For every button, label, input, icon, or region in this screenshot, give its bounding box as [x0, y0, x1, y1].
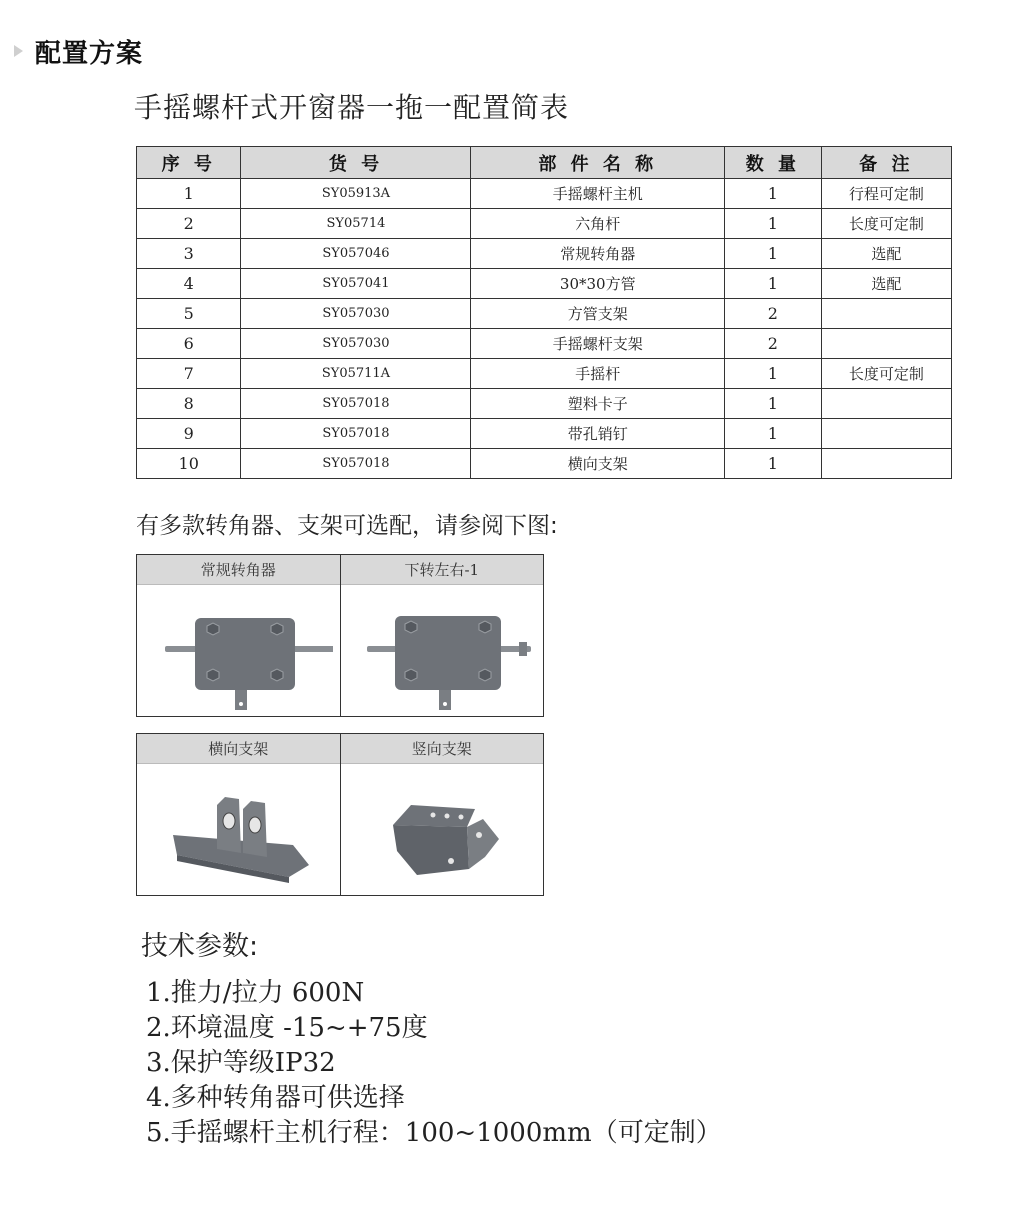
cell-note — [821, 449, 951, 479]
cell-no: 10 — [137, 449, 241, 479]
cell-code: SY05714 — [241, 209, 471, 239]
table-row — [137, 449, 952, 479]
cell-code: SY057030 — [241, 299, 471, 329]
config-table — [136, 146, 952, 479]
cell-note — [821, 299, 951, 329]
gallery-caption: 下转左右-1 — [341, 555, 544, 585]
cell-note: 长度可定制 — [821, 359, 951, 389]
cell-no: 3 — [137, 239, 241, 269]
cell-code: SY057030 — [241, 329, 471, 359]
cell-note: 选配 — [821, 269, 951, 299]
table-header-row — [137, 147, 952, 179]
gallery-row — [136, 733, 544, 896]
gallery-caption: 竖向支架 — [341, 734, 544, 764]
header-note: 备 注 — [821, 147, 951, 179]
cell-name: 手摇螺杆支架 — [471, 329, 725, 359]
cell-qty: 1 — [725, 269, 822, 299]
table-row — [137, 419, 952, 449]
cell-code: SY057046 — [241, 239, 471, 269]
table-row — [137, 299, 952, 329]
gallery-item-horizontal-bracket — [137, 734, 340, 895]
cell-note: 行程可定制 — [821, 179, 951, 209]
cell-no: 4 — [137, 269, 241, 299]
header-code: 货 号 — [241, 147, 471, 179]
tech-item: 4.多种转角器可供选择 — [146, 1083, 405, 1113]
cell-no: 7 — [137, 359, 241, 389]
cell-no: 1 — [137, 179, 241, 209]
cell-qty: 1 — [725, 179, 822, 209]
cell-name: 手摇杆 — [471, 359, 725, 389]
cell-name: 横向支架 — [471, 449, 725, 479]
cell-code: SY05711A — [241, 359, 471, 389]
section-title: 配置方案 — [35, 38, 144, 69]
cell-note: 长度可定制 — [821, 209, 951, 239]
cell-name: 方管支架 — [471, 299, 725, 329]
cell-no: 6 — [137, 329, 241, 359]
gallery-item-vertical-bracket — [340, 734, 544, 895]
cell-qty: 1 — [725, 389, 822, 419]
cell-note — [821, 329, 951, 359]
cell-note — [821, 419, 951, 449]
cell-no: 8 — [137, 389, 241, 419]
tech-title: 技术参数: — [141, 931, 259, 962]
gallery-item-standard-corner — [137, 555, 340, 716]
tech-item: 2.环境温度 -15~+75度 — [146, 1013, 428, 1043]
tech-item: 3.保护等级IP32 — [146, 1048, 336, 1078]
cell-name: 常规转角器 — [471, 239, 725, 269]
table-row — [137, 359, 952, 389]
cell-note — [821, 389, 951, 419]
cell-qty: 1 — [725, 419, 822, 449]
header-qty: 数 量 — [725, 147, 822, 179]
cell-note: 选配 — [821, 239, 951, 269]
cell-name: 30*30方管 — [471, 269, 725, 299]
table-row — [137, 209, 952, 239]
table-row — [137, 329, 952, 359]
options-text: 有多款转角器、支架可选配，请参阅下图: — [136, 513, 558, 539]
cell-code: SY05913A — [241, 179, 471, 209]
cell-qty: 1 — [725, 209, 822, 239]
horizontal-bracket-image — [137, 764, 340, 895]
cell-name: 塑料卡子 — [471, 389, 725, 419]
triangle-right-icon — [14, 45, 23, 57]
gallery-row — [136, 554, 544, 717]
table-row — [137, 389, 952, 419]
doc-title: 手摇螺杆式开窗器一拖一配置简表 — [134, 91, 570, 124]
corner-gearbox-image — [137, 585, 340, 716]
cell-no: 5 — [137, 299, 241, 329]
cell-qty: 1 — [725, 449, 822, 479]
cell-qty: 2 — [725, 329, 822, 359]
cell-qty: 1 — [725, 239, 822, 269]
section-header — [14, 34, 143, 68]
cell-name: 带孔销钉 — [471, 419, 725, 449]
table-row — [137, 239, 952, 269]
gallery-item-down-left-right — [340, 555, 544, 716]
tech-item: 1.推力/拉力 600N — [146, 978, 365, 1008]
tech-list — [146, 976, 722, 1151]
vertical-bracket-image — [341, 764, 544, 895]
gallery-caption: 常规转角器 — [137, 555, 340, 585]
cell-code: SY057018 — [241, 389, 471, 419]
cell-no: 2 — [137, 209, 241, 239]
cell-qty: 2 — [725, 299, 822, 329]
cell-qty: 1 — [725, 359, 822, 389]
header-no: 序 号 — [137, 147, 241, 179]
cell-no: 9 — [137, 419, 241, 449]
cell-code: SY057018 — [241, 419, 471, 449]
tech-item: 5.手摇螺杆主机行程：100~1000mm（可定制） — [146, 1118, 722, 1148]
corner-gearbox-image — [341, 585, 544, 716]
header-name: 部 件 名 称 — [471, 147, 725, 179]
cell-code: SY057041 — [241, 269, 471, 299]
cell-name: 手摇螺杆主机 — [471, 179, 725, 209]
table-row — [137, 179, 952, 209]
cell-name: 六角杆 — [471, 209, 725, 239]
cell-code: SY057018 — [241, 449, 471, 479]
table-row — [137, 269, 952, 299]
gallery-caption: 横向支架 — [137, 734, 340, 764]
